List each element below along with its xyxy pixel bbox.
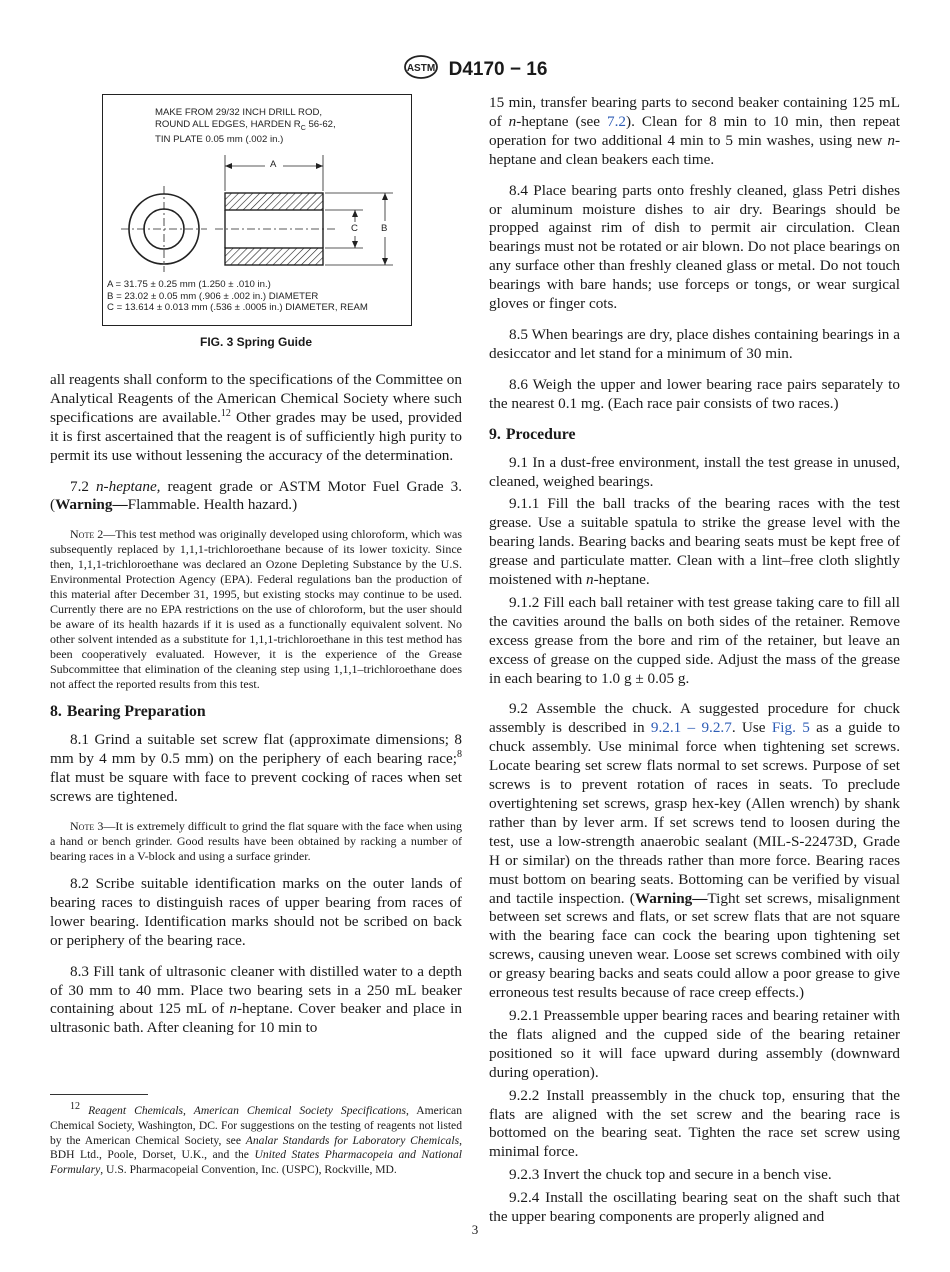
paragraph-8-3-continued: 15 min, transfer bearing parts to second beaker containing 125 mL of n-heptane (see 7.2). Clean for 8 min to 10 min, then repeat operation for two additional 4 min to 5 min washes, using new n-heptane and clean beakers each time. bbox=[489, 94, 901, 168]
paragraph-8-5: 8.5 When bearings are dry, place dishes containing bearings in a desiccator and let stand for a minimum of 30 min. bbox=[489, 325, 900, 362]
link-7-2[interactable]: 7.2 bbox=[607, 112, 627, 130]
paragraph-9-1: 9.1 In a dust-free environment, install the test grease in unused, cleaned, weighed bearings. bbox=[489, 453, 900, 490]
page-header bbox=[0, 54, 950, 85]
paragraph-8-3: 8.3 Fill tank of ultrasonic cleaner with distilled water to a depth of 30 mm to 40 mm. Place two bearing sets in a 250 mL beaker containing about 125 mL of n-heptane. Cover beaker and place in ultrasonic bath. After cleaning for 10 min to bbox=[50, 962, 462, 1037]
note-3: Note 3—It is extremely difficult to grind the flat square with the face when using a hand or bench grinder. Good results have been obtained by racking a number of bearing races in a V-block and using a surface grinder. bbox=[50, 818, 462, 863]
section-heading-9: 9. Procedure bbox=[489, 425, 576, 443]
dim-label-c: C bbox=[351, 223, 358, 234]
page-number: 3 bbox=[471, 1222, 479, 1237]
figure-dimensions: A = 31.75 ± 0.25 mm (1.250 ± .010 in.) B = 23.02 ± 0.05 mm (.906 ± .002 in.) DIAMETER C = 13.614 ± 0.013 mm (.536 ± .0005 in.) DIAMETER, REAM bbox=[107, 279, 368, 313]
paragraph-7-2: 7.2 n-heptane, reagent grade or ASTM Motor Fuel Grade 3. (Warning—Flammable. Health hazard.) bbox=[50, 477, 463, 514]
paragraph-9-2-4: 9.2.4 Install the oscillating bearing seat on the shaft such that the upper bearing components are properly aligned and bbox=[489, 1189, 900, 1226]
paragraph-8-2: 8.2 Scribe suitable identification marks on the outer lands of bearing races to distinguish races of upper bearing from races of lower bearing. Identification marks should not be scribed on back or periphery of the bearing race. bbox=[50, 874, 462, 949]
link-9-2-1-to-9-2-7[interactable]: 9.2.1 – 9.2.7 bbox=[650, 719, 732, 737]
document-code: D4170 − 16 bbox=[448, 58, 548, 80]
astm-logo-icon bbox=[403, 54, 439, 85]
section-heading-8: 8. Bearing Preparation bbox=[50, 703, 206, 721]
paragraph-9-2-3: 9.2.3 Invert the chuck top and secure in a bench vise. bbox=[509, 1166, 832, 1184]
paragraph-8-1: 8.1 Grind a suitable set screw flat (approximate dimensions; 8 mm by 4 mm by 0.5 mm) on the periphery of each bearing race;$^8$ flat must be square with face to prevent cocking of races when set screws are tightened. bbox=[50, 731, 462, 806]
paragraph-9-1-1: 9.1.1 Fill the ball tracks of the bearing races with the test grease. Use a suitable spatula to strike the grease level with the bearing lands. Bearing backs and bearing seats must be kept free of grease and particulate matter. Clean with a lint–free cloth slightly moistened with n-heptane. bbox=[489, 495, 900, 589]
paragraph-9-1-2: 9.1.2 Fill each ball retainer with test grease taking care to fill all the cavities around the balls on both sides of the retainer. Remove excess grease from the bore and rim of the retainer, but leave an excess of grease on the cupped side. Adjust the mass of the grease in each bearing to 1.0 g ± 0.05 g. bbox=[489, 593, 900, 687]
paragraph-9-2: 9.2 Assemble the chuck. A suggested procedure for chuck assembly is described in 9.2.1 – 9.2.7. Use Fig. 5 as a guide to chuck assembly. Use minimal force when tightening set screws. Locate bearing set screw flats normal to set screws. Purpose of set screws is to prevent rotation of races in seats. To preclude overtightening set screws, grasp hex-key (Allen wrench) by shank rather than by lever arm. If set screws tend to loosen during the test, use a low-strength anaerobic sealant (MIL-S-22473D, Grade H or similar) on the threads rather than more force. Bearing races must bottom on bearing seats. Bottoming can be verified by visual and tactile inspection. (Warning—Tight set screws, misalignment between set screws and flats, or set screw flats that are not square with the bearing face can cock the bearing upon tightening set screws, causing uneven wear. Loose set screws combined with oily or greasy bearing backs and seats could allow a poor grease to give erroneous test results because of race creep effects.) bbox=[489, 700, 900, 1002]
paragraph-9-2-2: 9.2.2 Install preassembly in the chuck top, ensuring that the flats are aligned with the set screw and the bearing race is bottomed on the bearing seat. Tighten the race set screw using minimal force. bbox=[489, 1086, 900, 1161]
paragraph-8-6: 8.6 Weigh the upper and lower bearing race pairs separately to the nearest 0.1 mg. (Each race pair consists of two races.) bbox=[489, 375, 900, 412]
left-column bbox=[50, 94, 462, 1050]
paragraph-8-4: 8.4 Place bearing parts onto freshly cleaned, glass Petri dishes or aluminum moisture dishes to air dry. Bearings should be propped against rim of dish to permit air circulation. Clean bearings must not be rotated or air blown. Do not place bearings on any surface other than freshly cleaned glass or metal. Do not touch bearings with bare hands; use forceps or tongs, or wear surgical gloves or finger cots. bbox=[489, 181, 900, 313]
figure-note: MAKE FROM 29/32 INCH DRILL ROD, ROUND ALL EDGES, HARDEN $R_C$ 56-62, TIN PLATE 0.05 mm (.002 in.) bbox=[155, 107, 336, 145]
dim-label-a: A bbox=[270, 159, 277, 170]
footnote-12: $^{12}$ Reagent Chemicals, American Chemical Society Specifications, American Chemical Society, Washington, DC. For suggestions on the testing of reagents not listed by the American Chemical Society, see Analar Standards for Laboratory Chemicals, BDH Ltd., Poole, Dorset, U.K., and the United States Pharmacopeia and National Formulary, U.S. Pharmacopeial Convention, Inc. (USPC), Rockville, MD. bbox=[50, 1101, 463, 1177]
link-fig-5[interactable]: Fig. 5 bbox=[771, 719, 810, 737]
figure-caption: FIG. 3 Spring Guide bbox=[199, 335, 312, 349]
figure-spring-guide bbox=[102, 94, 412, 326]
paragraph-9-2-1: 9.2.1 Preassemble upper bearing races and bearing retainer with the flats aligned and the cupped side of the bearing retainer positioned so it will face upward during assembly (downward during operation). bbox=[489, 1006, 900, 1081]
note-2: Note 2—This test method was originally developed using chloroform, which was subsequently replaced by 1,1,1-trichloroethane because of its lower toxicity. Since then, 1,1,1-trichloroethane was declared an Ozone Depleting Substance by the U.S. Environmental Protection Agency (EPA). Federal regulations ban the production of this material after December 31, 1995, but existing stocks may continue to be used. Currently there are no EPA restrictions on the use of chloroform, but the user should be aware of its health hazards if it is used as a functionally equivalent solvent. No other solvent intended as a substitute for 1,1,1-trichloroethane in this test method has been cooperatively evaluated. However, it is the experience of the Grease Subcommittee that elimination of the cleaning step using 1,1,1–trichloroethane does not affect the reported results from this test. bbox=[50, 527, 462, 692]
dim-label-b: B bbox=[381, 223, 388, 234]
right-column bbox=[489, 94, 900, 1231]
footnote-rule bbox=[50, 1094, 148, 1095]
paragraph-reagents: all reagents shall conform to the specifications of the Committee on Analytical Reagents of the American Chemical Society where such specifications are available.$^{12}$ Other grades may be used, provided it is first ascertained that the reagent is of sufficiently high purity to permit its use without lessening the accuracy of the determination. bbox=[50, 371, 462, 464]
svg-text:ASTM: ASTM bbox=[406, 63, 435, 74]
